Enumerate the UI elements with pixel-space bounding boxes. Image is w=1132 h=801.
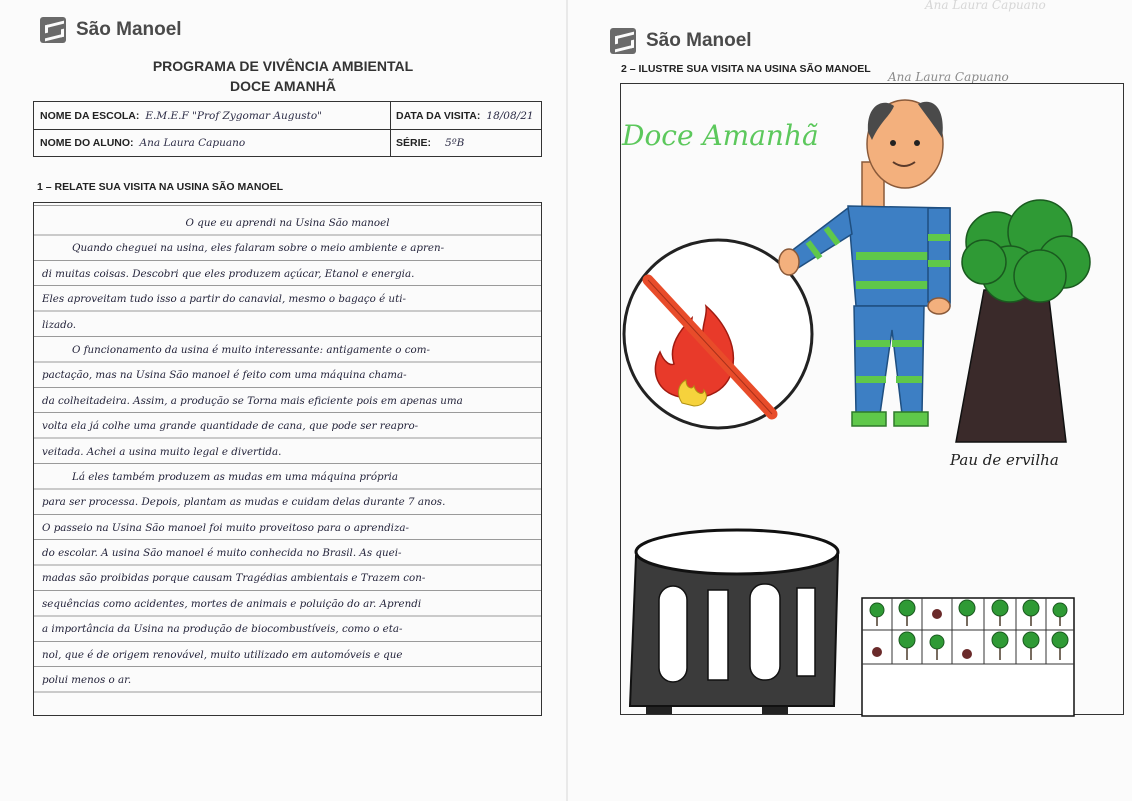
essay-line: pactação, mas na Usina São manoel é feito com uma máquina chama- <box>42 369 407 382</box>
cane-machine-illustration <box>630 530 838 714</box>
section-1-title: 1 – RELATE SUA VISITA NA USINA SÃO MANOEL <box>37 181 283 193</box>
essay-line: do escolar. A usina São manoel é muito conhecida no Brasil. As quei- <box>42 547 402 560</box>
tree-label: Pau de ervilha <box>950 451 1059 469</box>
pants <box>854 306 924 414</box>
hand-left <box>779 249 799 275</box>
essay-line: polui menos o ar. <box>42 674 132 687</box>
tree-trunk <box>956 290 1066 442</box>
essay-line: lizado. <box>42 318 77 331</box>
essay-line: Eles aproveitam tudo isso a partir do canavial, mesmo o bagaço é uti- <box>42 293 406 306</box>
machine-window <box>750 584 780 680</box>
eye-left <box>890 140 896 146</box>
essay-line: madas são proibidas porque causam Tragédias ambientais e Trazem con- <box>42 572 426 585</box>
machine-window <box>659 586 687 682</box>
machine-window <box>797 588 815 676</box>
tree-foliage <box>1014 250 1066 302</box>
pants-stripe <box>856 376 886 383</box>
pants-stripe <box>896 376 922 383</box>
machine-top <box>636 530 838 574</box>
drawing-title: Doce Amanhã <box>622 119 819 152</box>
school-value: E.M.E.F "Prof Zygomar Augusto" <box>145 109 322 122</box>
date-value: 18/08/21 <box>486 109 534 122</box>
ghost-show-through-text: Ana Laura Capuano <box>925 0 1046 12</box>
shoe-right <box>894 412 928 426</box>
pants-stripe <box>856 340 890 347</box>
author-name: Ana Laura Capuano <box>888 70 1009 84</box>
grade-label: SÉRIE: <box>396 136 432 149</box>
essay-line: a importância da Usina na produção de biocombustíveis, como o eta- <box>42 623 403 636</box>
tree-illustration <box>956 200 1090 442</box>
essay-line: nol, que é de origem renovável, muito utilizado em automóveis e que <box>42 648 403 661</box>
essay-line: O passeio na Usina São manoel foi muito proveitoso para o aprendiza- <box>42 521 410 534</box>
essay-line: Lá eles também produzem as mudas em uma máquina própria <box>72 470 398 483</box>
essay-line: Quando cheguei na usina, eles falaram sobre o meio ambiente e apren- <box>72 242 445 255</box>
program-title: PROGRAMA DE VIVÊNCIA AMBIENTAL <box>152 58 414 74</box>
brand-name: São Manoel <box>76 19 182 40</box>
student-value: Ana Laura Capuano <box>139 136 246 149</box>
eye-right <box>914 140 920 146</box>
essay-line: para ser processa. Depois, plantam as mudas e cuidam delas durante 7 anos. <box>42 496 446 509</box>
shoe-left <box>852 412 886 426</box>
arm-stripe <box>928 260 950 267</box>
arm-stripe <box>928 234 950 241</box>
pants-stripe <box>892 340 922 347</box>
arm-right <box>928 208 950 302</box>
seedling-tray-illustration <box>862 598 1074 716</box>
essay-line: volta ela já colhe uma grande quantidade de cana, que pode ser reapro- <box>42 420 419 433</box>
date-label: DATA DA VISITA: <box>396 109 481 122</box>
brand-name-right: São Manoel <box>646 30 752 51</box>
essay-line: sequências como acidentes, mortes de animais e poluição do ar. Aprendi <box>42 597 422 610</box>
machine-window <box>708 590 728 680</box>
essay-line: O funcionamento da usina é muito interessante: antigamente o com- <box>72 343 430 356</box>
program-subtitle: DOCE AMANHÃ <box>229 78 337 94</box>
school-label: NOME DA ESCOLA: <box>40 109 140 122</box>
hand-right <box>928 298 950 314</box>
tree-foliage <box>962 240 1006 284</box>
essay-line: di muitas coisas. Descobri que eles produzem açúcar, Etanol e energia. <box>42 267 415 280</box>
section-2-title: 2 – ILUSTRE SUA VISITA NA USINA SÃO MANOEL <box>621 63 871 75</box>
grade-value: 5ºB <box>445 136 465 149</box>
essay-line: veitada. Achei a usina muito legal e divertida. <box>42 445 282 458</box>
essay-line: da colheitadeira. Assim, a produção se Torna mais eficiente pois em apenas uma <box>42 394 463 407</box>
essay-heading: O que eu aprendi na Usina São manoel <box>185 217 390 229</box>
student-label: NOME DO ALUNO: <box>40 136 134 149</box>
